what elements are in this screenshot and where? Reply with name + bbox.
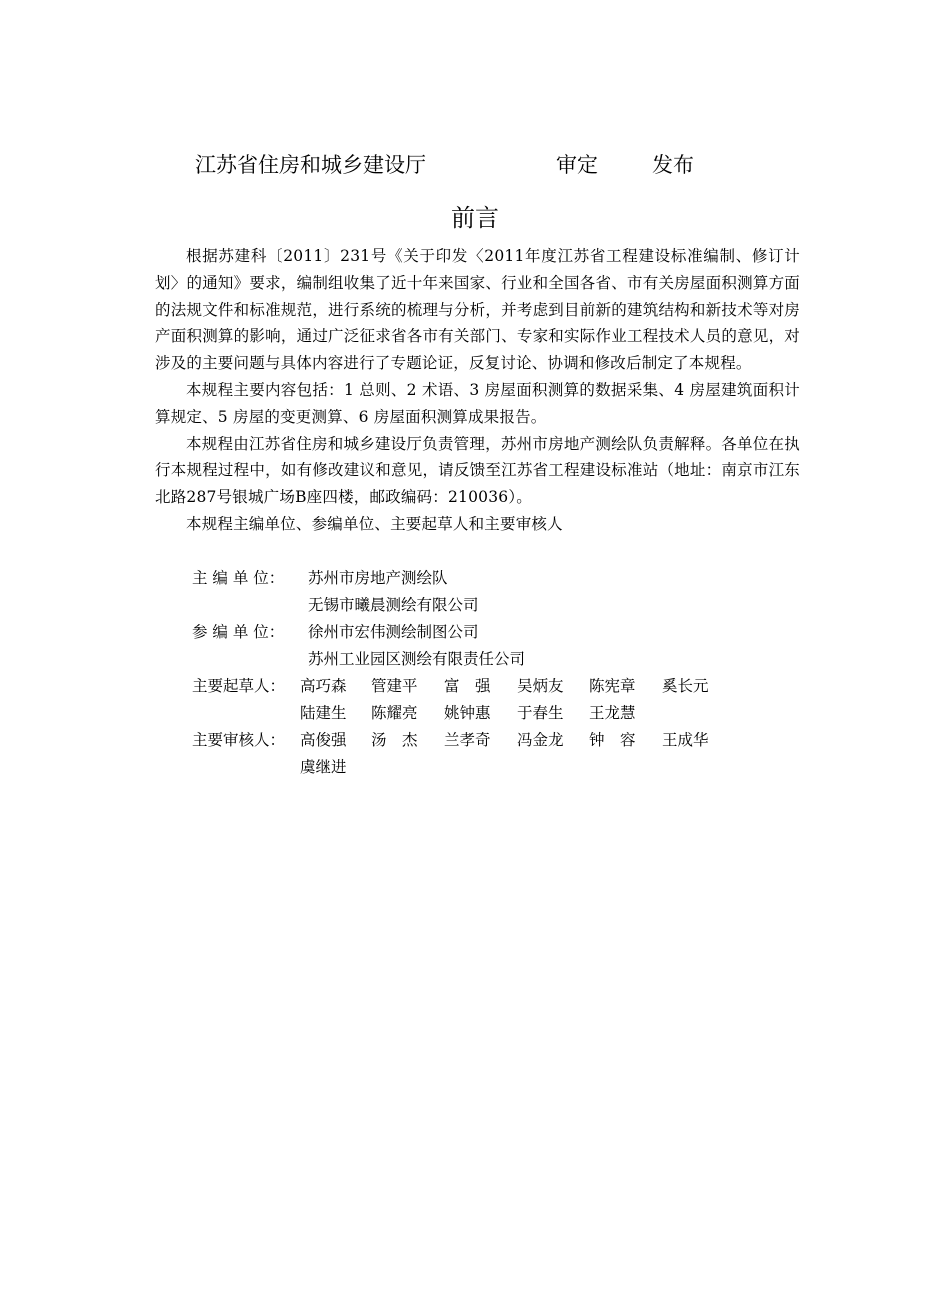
foreword-body [155, 243, 800, 538]
drafter-name: 管建平 [371, 677, 418, 695]
drafter-name: 姚钟惠 [444, 704, 491, 722]
drafter-name: 陈耀亮 [371, 704, 418, 722]
drafter-name: 吴炳友 [517, 677, 564, 695]
chief-unit-1: 苏州市房地产测绘队 [308, 569, 448, 587]
approve-label: 审定 [556, 153, 598, 177]
chief-unit-2: 无锡市曦晨测绘有限公司 [308, 596, 479, 614]
drafter-name: 陆建生 [300, 704, 347, 722]
chief-units-label: 主 编 单 位： [192, 569, 285, 587]
reviewer-name: 冯金龙 [517, 731, 564, 749]
participating-unit-1: 徐州市宏伟测绘制图公司 [308, 623, 479, 641]
publish-label: 发布 [652, 153, 694, 177]
participating-units-label: 参 编 单 位： [192, 623, 285, 641]
reviewer-name: 钟 容 [589, 731, 636, 749]
page-title: 前言 [451, 204, 499, 232]
drafter-name: 于春生 [517, 704, 564, 722]
drafters-label: 主要起草人： [192, 677, 286, 695]
reviewer-name: 王成华 [662, 731, 709, 749]
issuing-organization: 江苏省住房和城乡建设厅 [195, 153, 426, 177]
drafter-name: 奚长元 [662, 677, 709, 695]
reviewer-name: 汤 杰 [371, 731, 418, 749]
paragraph-credits-intro: 本规程主编单位、参编单位、主要起草人和主要审核人 [186, 514, 563, 533]
reviewer-name: 虞继进 [300, 758, 347, 776]
reviewers-label: 主要审核人： [192, 731, 286, 749]
drafter-name: 高巧森 [300, 677, 347, 695]
paragraph-background: 根据苏建科〔2011〕231号《关于印发〈2011年度江苏省工程建设标准编制、修订计划〉的通知》要求，编制组收集了近十年来国家、行业和全国各省、市有关房屋面积测算方面的法规文件和标准规范，进行系统的梳理与分析，并考虑到目前新的建筑结构和新技术等对房产面积测算的影响，通过广泛征求省各市有关部门、专家和实际作业工程技术人员的意见，对涉及的主要问题与具体内容进行了专题论证，反复讨论、协调和修改后制定了本规程。 [155, 247, 800, 373]
paragraph-contents: 本规程主要内容包括：1 总则、2 术语、3 房屋面积测算的数据采集、4 房屋建筑面积计算规定、5 房屋的变更测算、6 房屋面积测算成果报告。 [155, 380, 800, 426]
paragraph-management: 本规程由江苏省住房和城乡建设厅负责管理，苏州市房地产测绘队负责解释。各单位在执行本规程过程中，如有修改建议和意见，请反馈至江苏省工程建设标准站（地址：南京市江东北路287号银城广场B座四楼，邮政编码：210036）。 [155, 434, 800, 507]
participating-unit-2: 苏州工业园区测绘有限责任公司 [308, 650, 526, 668]
drafter-name: 陈宪章 [589, 677, 636, 695]
drafter-name: 王龙慧 [589, 704, 636, 722]
reviewer-name: 兰孝奇 [444, 731, 491, 749]
reviewer-name: 高俊强 [300, 731, 347, 749]
drafter-name: 富 强 [444, 677, 491, 695]
